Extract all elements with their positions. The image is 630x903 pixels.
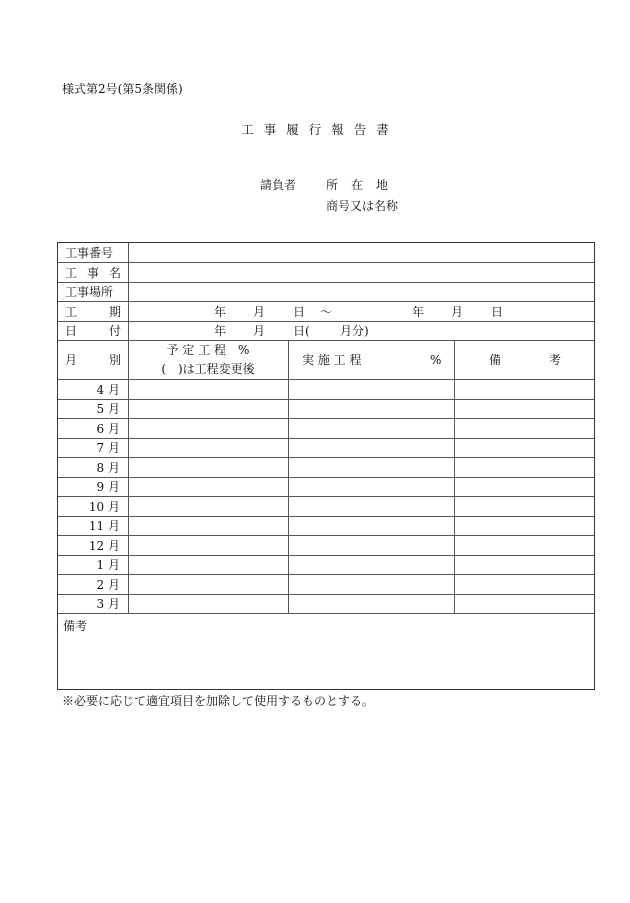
date-day: 日(	[293, 324, 310, 338]
title-char: 報	[331, 122, 344, 137]
remarks-column-header: 備 考	[489, 353, 561, 367]
period-start-day: 日	[293, 305, 306, 319]
month-row-label: 7 月	[96, 441, 120, 455]
period-end-month: 月	[451, 305, 464, 319]
period-end-year: 年	[412, 305, 425, 319]
month-row-label: 8 月	[96, 461, 120, 475]
month-column-header: 月 別	[65, 353, 121, 367]
date-label: 日 付	[65, 324, 121, 338]
remarks-label: 備考	[63, 619, 88, 633]
actual-progress-percent: %	[430, 353, 442, 367]
month-row-label: 12 月	[88, 539, 120, 553]
month-row-label: 5 月	[96, 402, 120, 416]
form-number: 様式第2号(第5条関係)	[62, 82, 183, 96]
month-row-label: 10 月	[88, 500, 120, 514]
report-table	[57, 242, 595, 690]
contractor-block	[260, 176, 401, 193]
title-char: 工	[241, 122, 254, 137]
document-title	[0, 120, 630, 138]
title-char: 書	[376, 122, 389, 137]
month-row-label: 2 月	[96, 578, 120, 592]
contractor-label: 請負者	[260, 178, 297, 192]
period-start-month: 月	[253, 305, 266, 319]
month-row-label: 1 月	[96, 558, 120, 572]
month-row-label: 11 月	[88, 519, 120, 533]
project-number-label: 工事番号	[65, 246, 114, 260]
footnote: ※必要に応じて適宜項目を加除して使用するものとする。	[62, 694, 375, 708]
title-char: 告	[353, 122, 367, 137]
planned-progress-header: 予 定 工 程 %	[166, 343, 250, 357]
title-char: 事	[263, 122, 277, 137]
period-start-year: 年	[214, 305, 227, 319]
period-end-day: 日	[491, 305, 504, 319]
contractor-address-label: 所 在 地	[326, 178, 389, 192]
date-month-covered: 月分)	[340, 324, 369, 338]
project-site-label: 工事場所	[65, 285, 114, 299]
month-row-label: 3 月	[96, 597, 120, 611]
title-char: 履	[286, 122, 299, 137]
period-tilde: ～	[320, 305, 333, 319]
period-label: 工 期	[65, 305, 121, 319]
month-row-label: 4 月	[96, 383, 120, 397]
month-row-label: 9 月	[96, 480, 120, 494]
month-row-label: 6 月	[96, 422, 120, 436]
date-year: 年	[214, 324, 227, 338]
actual-progress-header: 実 施 工 程	[302, 353, 362, 367]
trade-name-label: 商号又は名称	[326, 199, 399, 213]
project-name-label: 工 事 名	[65, 266, 121, 280]
title-char: 行	[308, 122, 322, 137]
planned-progress-note: ( )は工程変更後	[161, 362, 255, 376]
date-month: 月	[253, 324, 266, 338]
